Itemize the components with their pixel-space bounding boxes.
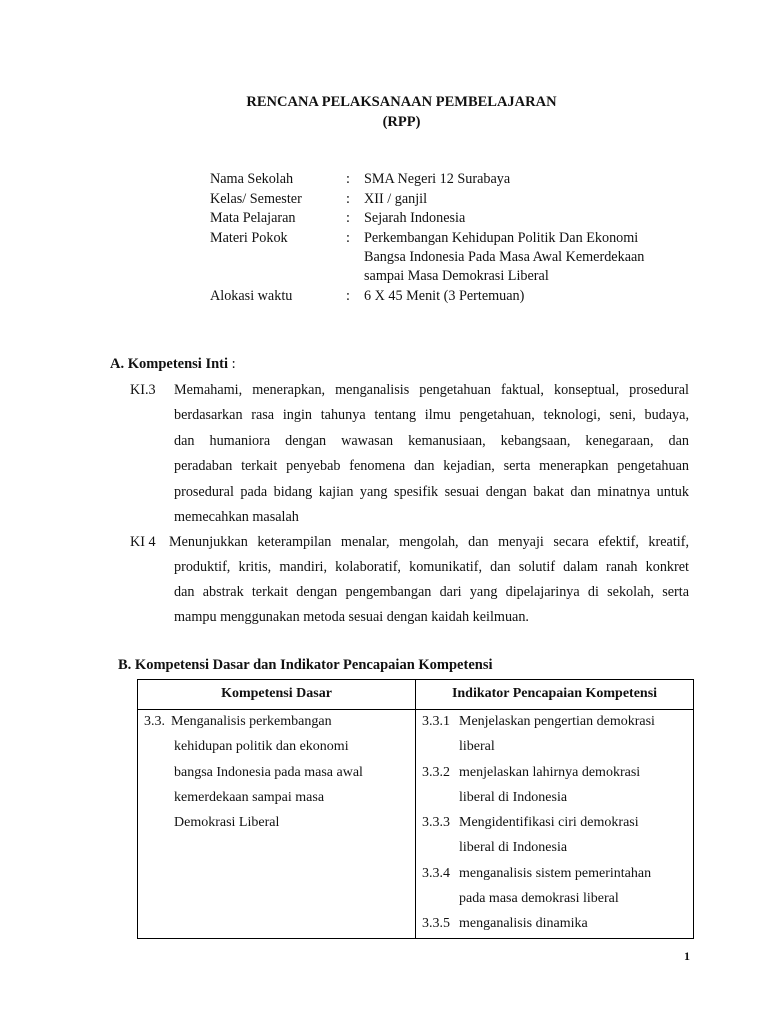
- identity-value-school: SMA Negeri 12 Surabaya: [364, 171, 511, 187]
- ki3-line: berdasarkan rasa ingin tahunya tentang ilmu pengetahuan, teknologi, seni, budaya,: [174, 407, 689, 423]
- kd-cell: [138, 710, 416, 939]
- identity-label-school: Nama Sekolah: [210, 171, 294, 187]
- identity-colon: :: [346, 210, 350, 226]
- ki4-line: dan abstrak terkait dengan pengembangan dari yang dipelajarinya di sekolah, serta: [174, 584, 689, 600]
- section-b-heading: B. Kompetensi Dasar dan Indikator Pencapaian Kompetensi: [118, 657, 493, 673]
- identity-colon: :: [346, 288, 350, 304]
- ki3-label: KI.3: [130, 382, 156, 398]
- ki4-line: mampu menggunakan metoda sesuai dengan kaidah keilmuan.: [174, 609, 529, 625]
- identity-value-material-line: Bangsa Indonesia Pada Masa Awal Kemerdekaan: [364, 249, 645, 265]
- indicator-number: 3.3.1: [422, 714, 450, 729]
- identity-label-class: Kelas/ Semester: [210, 191, 302, 207]
- competency-table: [137, 679, 694, 939]
- ki3-line: peradaban terkait penyebab fenomena dan kejadian, serta menerapkan pengetahuan: [174, 458, 689, 474]
- indicator-number: 3.3.5: [422, 916, 450, 931]
- indicator-line: Menjelaskan pengertian demokrasi: [459, 714, 655, 729]
- identity-label-material: Materi Pokok: [210, 230, 288, 246]
- kd-line: bangsa Indonesia pada masa awal: [174, 765, 363, 780]
- indicator-cell: [416, 710, 694, 939]
- indicator-number: 3.3.3: [422, 815, 450, 830]
- section-a-heading: [110, 356, 236, 373]
- table-header-row: [138, 680, 694, 710]
- ki3-line: memecahkan masalah: [174, 509, 299, 525]
- ki3-line: prosedural pada bidang kajian yang spesifik sesuai dengan bakat dan minatnya untuk: [174, 484, 689, 500]
- ki4-line: Menunjukkan keterampilan menalar, mengolah, dan menyaji secara efektif, kreatif,: [169, 534, 689, 550]
- identity-colon: :: [346, 230, 350, 246]
- identity-colon: :: [346, 171, 350, 187]
- identity-label-time: Alokasi waktu: [210, 288, 293, 304]
- indicator-number: 3.3.4: [422, 866, 450, 881]
- identity-value-material-line: Perkembangan Kehidupan Politik Dan Ekonomi: [364, 230, 639, 246]
- table-row: [138, 710, 694, 939]
- kd-number: 3.3.: [144, 714, 165, 729]
- indicator-line: Mengidentifikasi ciri demokrasi: [459, 815, 639, 830]
- ki3-line: Memahami, menerapkan, menganalisis pengetahuan faktual, konseptual, prosedural: [174, 382, 689, 398]
- document-subtitle: (RPP): [382, 114, 421, 130]
- identity-value-material-line: sampai Masa Demokrasi Liberal: [364, 268, 549, 284]
- kd-line: kehidupan politik dan ekonomi: [174, 739, 349, 754]
- identity-value-subject: Sejarah Indonesia: [364, 210, 466, 226]
- kd-line: Menganalisis perkembangan: [171, 714, 332, 729]
- identity-colon: :: [346, 191, 350, 207]
- kd-line: Demokrasi Liberal: [174, 815, 280, 830]
- document-title: RENCANA PELAKSANAAN PEMBELAJARAN: [246, 94, 557, 110]
- indicator-line: liberal: [459, 739, 495, 754]
- column-header-indikator: Indikator Pencapaian Kompetensi: [416, 680, 694, 710]
- indicator-line: menganalisis sistem pemerintahan: [459, 866, 652, 881]
- indicator-line: menjelaskan lahirnya demokrasi: [459, 765, 641, 780]
- indicator-number: 3.3.2: [422, 765, 450, 780]
- column-header-kompetensi-dasar: Kompetensi Dasar: [138, 680, 416, 710]
- ki3-line: dan humaniora dengan wawasan kemanusiaan, kebangsaan, kenegaraan, dan: [174, 433, 689, 449]
- page-number: 1: [684, 949, 690, 963]
- indicator-line: menganalisis dinamika: [459, 916, 588, 931]
- identity-value-class: XII / ganjil: [364, 191, 428, 207]
- ki4-label: KI 4: [130, 534, 156, 550]
- section-a-heading-text: A. Kompetensi Inti: [110, 356, 229, 372]
- kd-line: kemerdekaan sampai masa: [174, 790, 325, 805]
- ki4-line: produktif, kritis, mandiri, kolaboratif, komunikatif, dan solutif dalam ranah konkret: [174, 559, 689, 575]
- identity-label-subject: Mata Pelajaran: [210, 210, 296, 226]
- section-a-heading-colon: :: [228, 356, 236, 372]
- indicator-line: liberal di Indonesia: [459, 840, 568, 855]
- indicator-line: pada masa demokrasi liberal: [459, 891, 619, 906]
- identity-value-time: 6 X 45 Menit (3 Pertemuan): [364, 288, 525, 304]
- indicator-line: liberal di Indonesia: [459, 790, 568, 805]
